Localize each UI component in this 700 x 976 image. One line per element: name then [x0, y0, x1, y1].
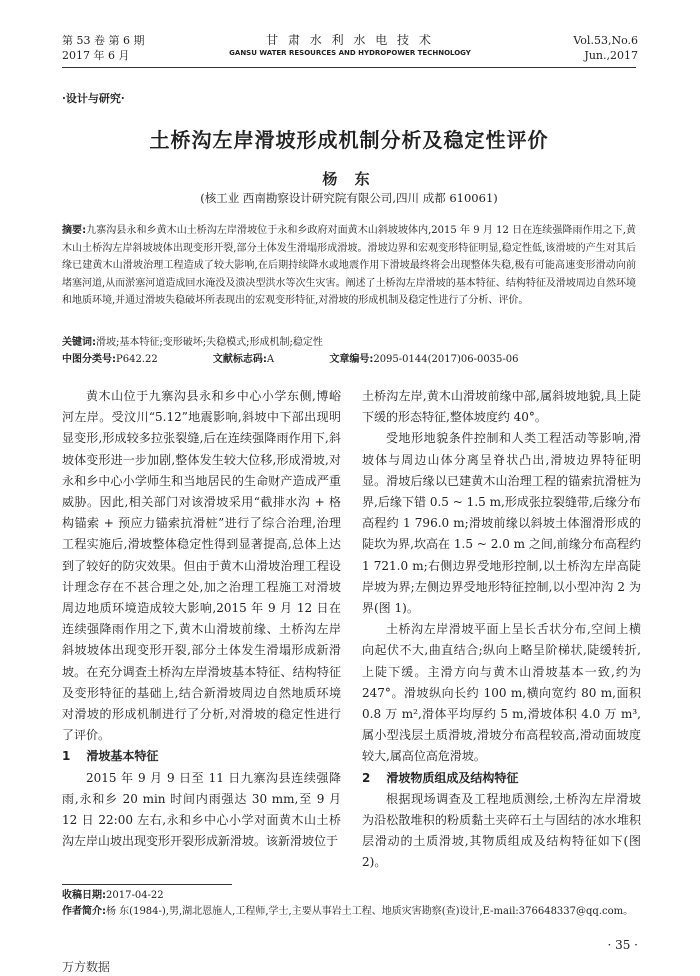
section-2-title: 滑坡物质组成及结构特征	[386, 770, 519, 785]
doc-label: 文献标志码:	[212, 354, 267, 365]
body-column-left	[62, 386, 341, 852]
received-label: 收稿日期:	[62, 890, 106, 901]
received-date	[62, 888, 662, 904]
section-1-paragraph-3: 土桥沟左岸滑坡平面上呈长舌状分布,空间上横向起伏不大,曲直结合;纵向上略呈阶梯状,陡缓转折,上陡下缓。主滑方向与黄木山滑坡基本一致,约为 247°。滑坡纵向长约 100 m,横向宽约 80 m,面积 0.8 万 m²,滑体平均厚约 5 m,滑坡体积 4.0 万 m³,属小型浅层土质滑坡,滑坡分布高程较高,滑动面坡度较大,属高位高危滑坡。	[362, 622, 641, 764]
running-header-center	[200, 33, 500, 59]
intro-paragraph: 黄木山位于九寨沟县永和乡中心小学东侧,博峪河左岸。受汶川“5.12”地震影响,斜坡中下部出现明显变形,形成较多拉张裂缝,后在连续强降雨作用下,斜坡体变形进一步加剧,整体发生较大位移,形成滑坡,对永和乡中心小学师生和当地居民的生命财产造成严重威胁。因此,相关部门对该滑坡采用“截排水沟 + 格构锚索 + 预应力锚索抗滑桩”进行了综合治理,治理工程实施后,滑坡整体稳定性得到显著提高,总体上达到了较好的防灾效果。但由于黄木山滑坡治理工程设计理念存在不甚合理之处,加之治理工程施工对滑坡周边地质环境造成较大影响,2015 年 9 月 12 日在连续强降雨作用之下,黄木山滑坡前缘、土桥沟左岸斜坡坡体出现变形开裂,部分土体发生滑塌形成新滑坡。在充分调查土桥沟左岸滑坡基本特征、结构特征及变形特征的基础上,结合新滑坡周边自然地质环境对滑坡的形成机制进行了分析,对滑坡的稳定性进行了评价。	[62, 389, 341, 743]
watermark: 万方数据	[62, 960, 111, 974]
author-name: 杨 东	[322, 170, 376, 188]
keywords-label: 关键词:	[62, 337, 96, 348]
art-label: 文章编号:	[329, 354, 374, 365]
bio-label: 作者简介:	[62, 906, 106, 917]
keywords	[62, 335, 636, 351]
header-divider	[62, 67, 636, 68]
article-title: 土桥沟左岸滑坡形成机制分析及稳定性评价	[149, 128, 549, 152]
received-value: 2017-04-22	[106, 890, 164, 901]
section-1-paragraph-2: 受地形地貌条件控制和人类工程活动等影响,滑坡体与周边山体分离呈脊状凸出,滑坡边界特征明显。滑坡后缘以已建黄木山治理工程的锚索抗滑桩为界,后缘下错 0.5 ~ 1.5 m,形成张拉裂缝带,后缘分布高程约 1 796.0 m;滑坡前缘以斜坡土体溜滑形成的陡坎为界,坎高在 1.5 ~ 2.0 m 之间,前缘分布高程约 1 721.0 m;右侧边界受地形控制,以土桥沟左岸高陡岸坡为界;左侧边界受地形特征控制,以小型冲沟 2 为界(图 1)。	[362, 431, 641, 616]
author-affiliation: (核工业 西南勘察设计研究院有限公司,四川 成都 610061)	[200, 191, 498, 205]
page-number: · 35 ·	[607, 938, 638, 952]
journal-name-en: GANSU WATER RESOURCES AND HYDROPOWER TECHNOLOGY	[229, 49, 471, 57]
clc-code	[62, 354, 158, 365]
date-cn: 2017 年 6 月	[62, 49, 130, 62]
journal-name-cn: 甘 肃 水 利 水 电 技 术	[266, 33, 434, 47]
footnote-divider	[62, 884, 232, 885]
keywords-text: 滑坡;基本特征;变形破坏;失稳模式;形成机制;稳定性	[96, 337, 323, 348]
abstract	[62, 222, 636, 310]
footnote	[62, 888, 662, 920]
section-2-number: 2	[362, 770, 371, 785]
clc-label: 中图分类号:	[62, 354, 116, 365]
section-1-number: 1	[62, 749, 71, 764]
section-1-paragraph-1: 2015 年 9 月 9 日至 11 日九寨沟县连续强降雨,永和乡 20 min 时间内雨强达 30 mm,至 9 月 12 日 22:00 左右,永和乡中心小学对面黄木山土桥沟左岸山坡出现变形开裂形成新滑坡。该新滑坡位于	[62, 770, 341, 849]
art-value: 2095-0144(2017)06-0035-06	[373, 354, 519, 365]
running-header-left	[62, 33, 144, 63]
volume-issue-cn: 第 53 卷 第 6 期	[62, 34, 145, 47]
article-number	[329, 354, 518, 365]
body-column-right	[362, 386, 641, 874]
section-1-heading	[62, 746, 341, 767]
column-tag: ·设计与研究·	[62, 92, 125, 105]
volume-issue-en: Vol.53,No.6	[573, 34, 638, 47]
document-code	[213, 354, 274, 365]
section-2-paragraph-1: 根据现场调查及工程地质测绘,土桥沟左岸滑坡为沿松散堆积的粉质黏土夹碎石土与固结的冰水堆积层滑动的土质滑坡,其物质组成及结构特征如下(图 2)。	[362, 791, 641, 870]
doc-value: A	[266, 354, 275, 365]
section-1-paragraph-1-continued: 土桥沟左岸,黄木山滑坡前缘中部,属斜坡地貌,具上陡下缓的形态特征,整体坡度约 40°。	[362, 389, 641, 425]
running-header-right	[573, 33, 638, 63]
abstract-label: 摘要:	[62, 225, 87, 236]
section-1-title: 滑坡基本特征	[86, 749, 159, 764]
clc-value: P642.22	[116, 354, 158, 365]
section-2-heading	[362, 768, 641, 789]
author-bio	[62, 904, 662, 920]
bio-text: 杨 东(1984-),男,湖北恩施人,工程师,学士,主要从事岩土工程、地质灾害勘察(查)设计,E-mail:376648337@qq.com。	[106, 906, 634, 917]
classification-line	[62, 352, 636, 368]
date-en: Jun.,2017	[584, 49, 638, 62]
abstract-text: 九寨沟县永和乡黄木山土桥沟左岸滑坡位于永和乡政府对面黄木山斜坡坡体内,2015 年 9 月 12 日在连续强降雨作用之下,黄木山土桥沟左岸斜坡坡体出现变形开裂,部分土体发生滑塌形成滑坡。滑坡边界和宏观变形特征明显,稳定性低,该滑坡的产生对其后缘已建黄木山滑坡治理工程造成了较大影响,在后期持续降水或地震作用下滑坡最终将会出现整体失稳,极有可能高速变形滑动向前堵塞河道,从而淤塞河道造成回水淹没及溃决型洪水等次生灾害。阐述了土桥沟左岸滑坡的基本特征、结构特征及滑坡周边自然环境和地质环境,并通过滑坡失稳破坏所表现出的宏观变形特征,对滑坡的形成机制及稳定性进行了分析、评价。	[62, 225, 637, 306]
